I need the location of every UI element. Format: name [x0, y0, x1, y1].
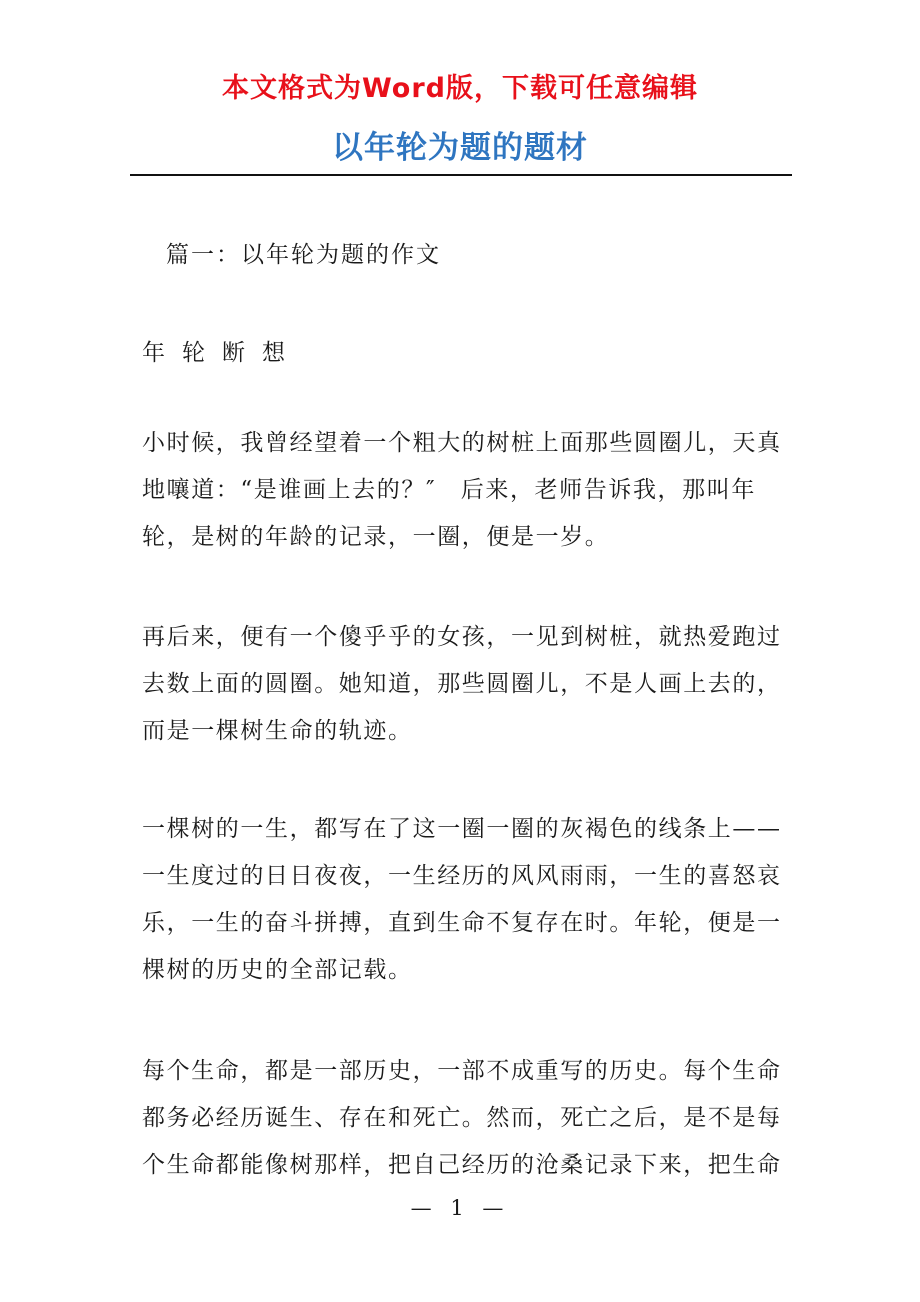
essay-subtitle: 年轮断想 — [142, 340, 302, 366]
document-title: 以年轮为题的题材 — [332, 130, 588, 166]
format-banner: 本文格式为Word版，下载可任意编辑 — [221, 73, 698, 104]
paragraph: 每个生命，都是一部历史，一部不成重写的历史。每个生命都务必经历诞生、存在和死亡。然而，死亡之后，是不是每个生命都能像树那样，把自己经历的沧桑记录下来，把生命 — [142, 1058, 782, 1178]
paragraph: 小时候，我曾经望着一个粗大的树桩上面那些圆圈儿，天真地嚷道：“是谁画上去的？″ 后来，老师告诉我，那叫年轮，是树的年龄的记录，一圈，便是一岁。 — [142, 430, 782, 550]
page-number: — 1 — — [410, 1196, 510, 1220]
paragraph: 一棵树的一生，都写在了这一圈一圈的灰褐色的线条上——一生度过的日日夜夜，一生经历的风风雨雨，一生的喜怒哀乐，一生的奋斗拼搏，直到生命不复存在时。年轮，便是一棵树的历史的全部记载。 — [142, 816, 782, 983]
paragraph: 再后来，便有一个傻乎乎的女孩，一见到树桩，就热爱跑过去数上面的圆圈。她知道，那些圆圈儿，不是人画上去的，而是一棵树生命的轨迹。 — [142, 624, 782, 744]
chapter-heading: 篇一：以年轮为题的作文 — [166, 242, 441, 268]
title-divider — [130, 174, 792, 176]
